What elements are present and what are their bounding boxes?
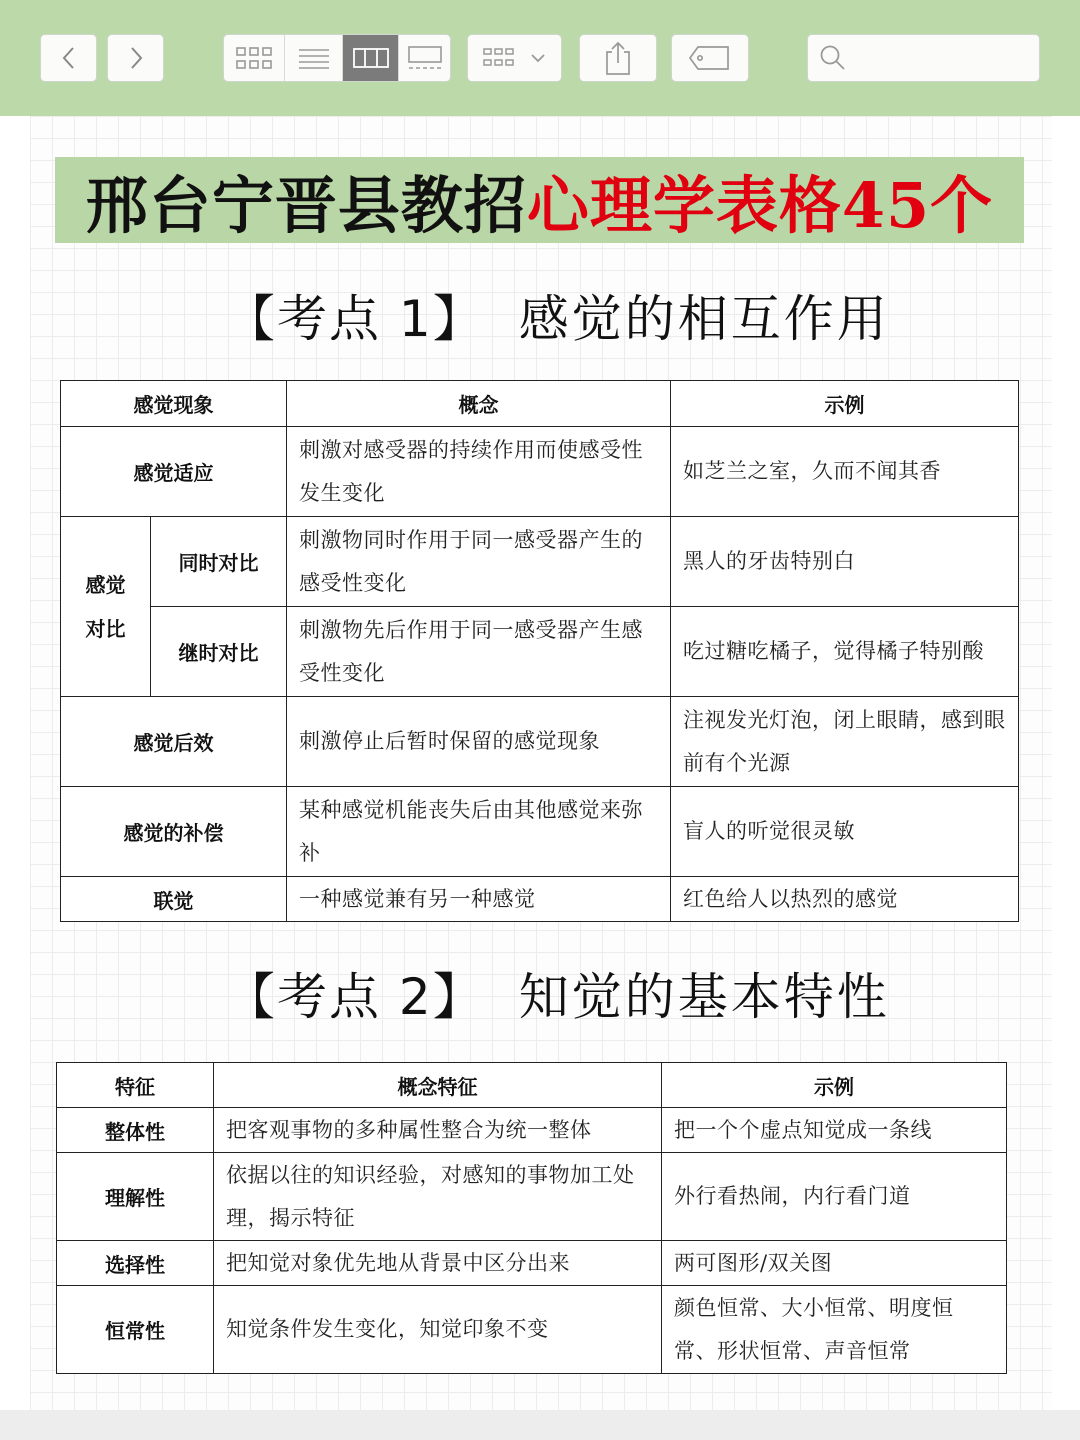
page-bottom-margin <box>0 1410 1080 1440</box>
table-row <box>57 1108 1007 1153</box>
list-view-button[interactable] <box>284 35 342 81</box>
tag-button[interactable] <box>671 34 749 82</box>
gallery-view-button[interactable] <box>398 35 450 81</box>
concept-cell: 某种感觉机能丧失后由其他感觉来弥补 <box>287 787 671 877</box>
concept-cell: 刺激停止后暂时保留的感觉现象 <box>287 697 671 787</box>
list-view-icon <box>297 46 331 70</box>
share-button[interactable] <box>579 34 657 82</box>
table-row <box>61 697 1019 787</box>
example-cell: 吃过糖吃橘子，觉得橘子特别酸 <box>671 607 1019 697</box>
search-input[interactable] <box>807 34 1040 82</box>
forward-button[interactable] <box>107 34 164 82</box>
table-header-row <box>57 1063 1007 1108</box>
table-row <box>57 1153 1007 1241</box>
section1-kaodian: 【考点 1】 <box>225 290 485 348</box>
row-label: 联觉 <box>61 877 287 922</box>
example-cell: 颜色恒常、大小恒常、明度恒常、形状恒常、声音恒常 <box>662 1286 1007 1374</box>
row-label: 继时对比 <box>151 607 287 697</box>
concept-cell: 把客观事物的多种属性整合为统一整体 <box>214 1108 662 1153</box>
table-row <box>61 787 1019 877</box>
section2-title: 知觉的基本特性 <box>518 968 890 1026</box>
header-cell: 示例 <box>662 1063 1007 1108</box>
example-cell: 红色给人以热烈的感觉 <box>671 877 1019 922</box>
concept-cell: 把知觉对象优先地从背景中区分出来 <box>214 1241 662 1286</box>
example-cell: 盲人的听觉很灵敏 <box>671 787 1019 877</box>
concept-cell: 依据以往的知识经验，对感知的事物加工处理，揭示特征 <box>214 1153 662 1241</box>
row-label: 感觉的补偿 <box>61 787 287 877</box>
concept-cell: 刺激对感受器的持续作用而使感受性发生变化 <box>287 427 671 517</box>
group-icon <box>482 45 522 71</box>
sensation-table <box>60 380 1019 922</box>
view-switcher <box>223 34 451 82</box>
concept-cell: 刺激物先后作用于同一感受器产生感受性变化 <box>287 607 671 697</box>
concept-cell: 知觉条件发生变化，知觉印象不变 <box>214 1286 662 1374</box>
header-cell: 感觉现象 <box>61 381 287 427</box>
example-cell: 两可图形/双关图 <box>662 1241 1007 1286</box>
table-row <box>57 1286 1007 1374</box>
grid-view-icon <box>234 45 274 71</box>
column-view-button[interactable] <box>342 35 398 81</box>
row-label: 恒常性 <box>57 1286 214 1374</box>
tag-icon <box>688 44 732 72</box>
group-label <box>61 517 151 697</box>
row-label: 理解性 <box>57 1153 214 1241</box>
chevron-left-icon <box>59 45 79 71</box>
header-cell: 概念特征 <box>214 1063 662 1108</box>
example-cell: 如芝兰之室，久而不闻其香 <box>671 427 1019 517</box>
section2-heading <box>225 958 890 1028</box>
section1-title: 感觉的相互作用 <box>518 290 890 348</box>
row-label: 感觉适应 <box>61 427 287 517</box>
section1-heading <box>225 280 890 350</box>
table-row <box>61 877 1019 922</box>
example-cell: 外行看热闹，内行看门道 <box>662 1153 1007 1241</box>
header-cell: 概念 <box>287 381 671 427</box>
group-label-line1: 感觉 <box>85 572 126 597</box>
back-button[interactable] <box>40 34 97 82</box>
table-row <box>61 427 1019 517</box>
table-row <box>61 517 1019 607</box>
toolbar <box>0 0 1080 116</box>
search-icon <box>818 43 848 73</box>
page-title <box>55 157 1024 243</box>
group-label-line2: 对比 <box>85 616 126 641</box>
share-icon <box>603 40 633 76</box>
table-row <box>57 1241 1007 1286</box>
example-cell: 黑人的牙齿特别白 <box>671 517 1019 607</box>
example-cell: 注视发光灯泡，闭上眼睛，感到眼前有个光源 <box>671 697 1019 787</box>
grid-view-button[interactable] <box>224 35 284 81</box>
concept-cell: 一种感觉兼有另一种感觉 <box>287 877 671 922</box>
column-view-icon <box>352 47 390 69</box>
section2-kaodian: 【考点 2】 <box>225 968 485 1026</box>
row-label: 感觉后效 <box>61 697 287 787</box>
example-cell: 把一个个虚点知觉成一条线 <box>662 1108 1007 1153</box>
table-header-row <box>61 381 1019 427</box>
perception-table <box>56 1062 1007 1374</box>
title-part1: 邢台宁晋县教招 <box>85 168 527 242</box>
row-label: 同时对比 <box>151 517 287 607</box>
table-row <box>61 607 1019 697</box>
header-cell: 示例 <box>671 381 1019 427</box>
group-button[interactable] <box>467 34 562 82</box>
chevron-down-icon <box>528 48 548 68</box>
chevron-right-icon <box>126 45 146 71</box>
row-label: 选择性 <box>57 1241 214 1286</box>
header-cell: 特征 <box>57 1063 214 1108</box>
row-label: 整体性 <box>57 1108 214 1153</box>
gallery-view-icon <box>406 45 444 71</box>
concept-cell: 刺激物同时作用于同一感受器产生的感受性变化 <box>287 517 671 607</box>
title-part2: 心理学表格45个 <box>526 168 994 242</box>
